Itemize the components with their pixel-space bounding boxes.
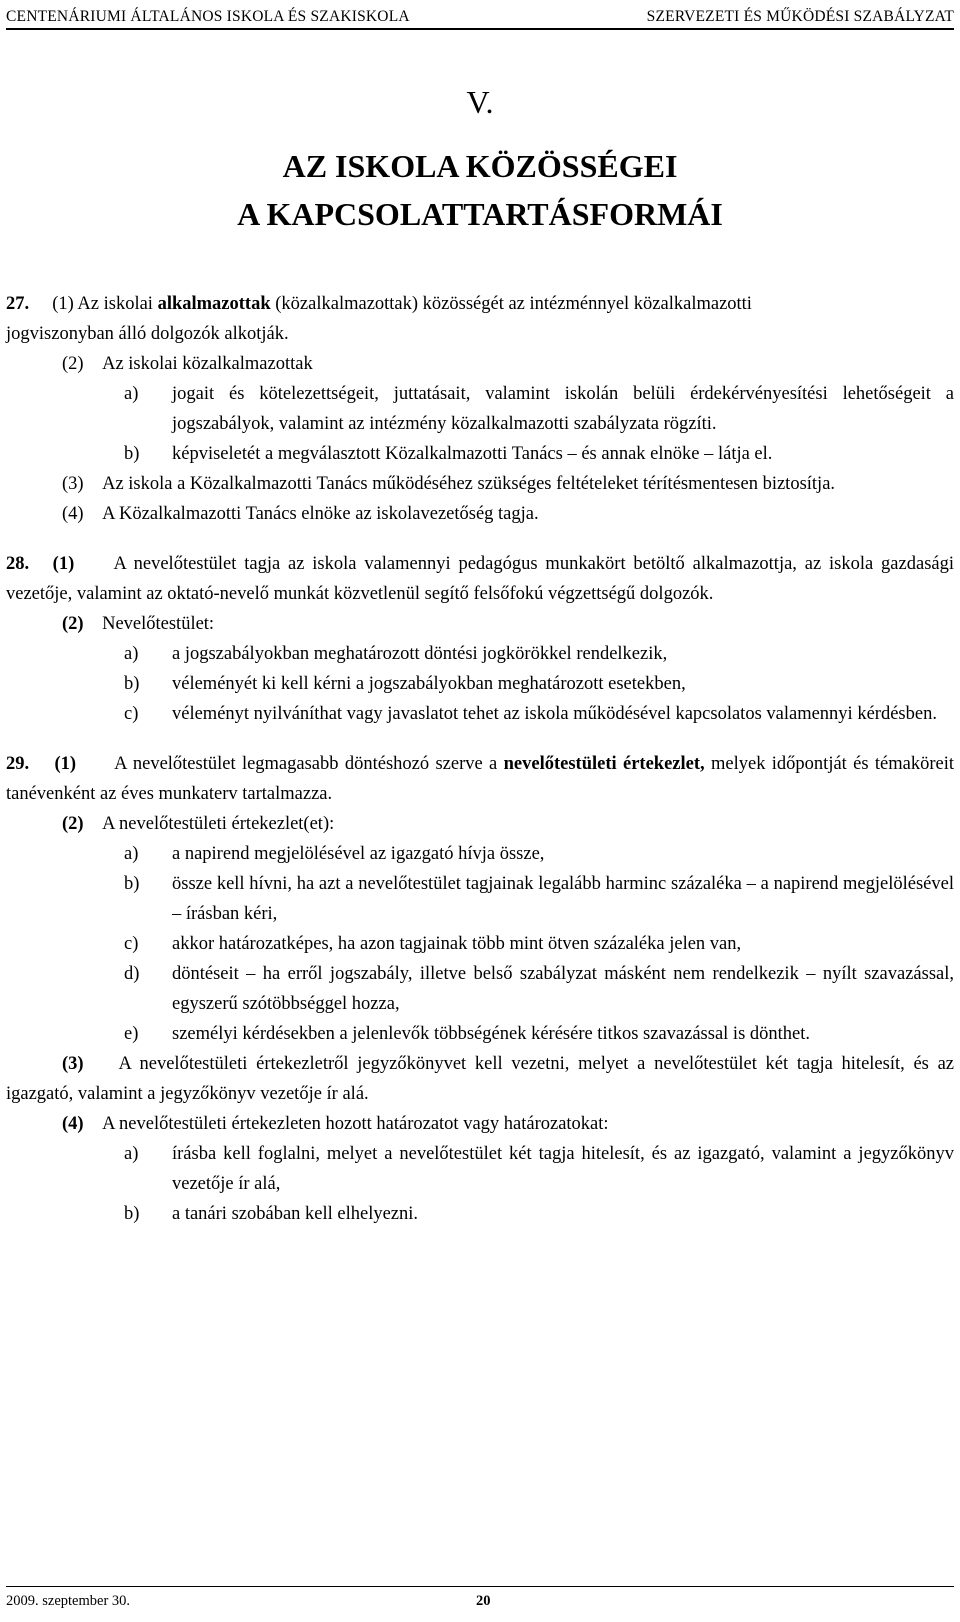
section-27-para-1-cont: jogviszonyban álló dolgozók alkotják. [6, 324, 289, 344]
section-27-para-3: (3) Az iskola a Közalkalmazotti Tanács működéséhez szükséges feltételeket térítésmentesen biztosítja. [62, 474, 836, 494]
section-28-para-2: (2) Nevelőtestület: [62, 614, 215, 634]
section-29-para-4: (4) A nevelőtestületi értekezleten hozott határozatot vagy határozatokat: [62, 1114, 609, 1134]
section-27-para-4: (4) A Közalkalmazotti Tanács elnöke az iskolavezetőség tagja. [62, 504, 539, 524]
section-29-para-1: 29. (1) A nevelőtestület legmagasabb döntéshozó szerve a nevelőtestületi értekezlet, melyek időpontját és témaköreit tanévenként az éves munkaterv tartalmazza. [6, 754, 955, 804]
chapter-number: V. [466, 84, 494, 120]
section-27-para-1: 27. (1) Az iskolai alkalmazottak (közalkalmazottak) közösségét az intézménnyel közalkalmazotti [6, 294, 752, 314]
list-item: b) össze kell hívni, ha azt a nevelőtestület tagjainak legalább harminc százaléka – a napirend megjelölésével – írásban kéri, [124, 874, 954, 924]
header-school-name: CENTENÁRIUMI ÁLTALÁNOS ISKOLA ÉS SZAKISKOLA [6, 8, 410, 25]
section-27-para-2: (2) Az iskolai közalkalmazottak [62, 354, 313, 374]
running-header [6, 4, 954, 30]
section-number: 27. [6, 294, 30, 314]
list-item: b) a tanári szobában kell elhelyezni. [124, 1204, 419, 1224]
footer-date: 2009. szeptember 30. [6, 1593, 131, 1609]
bold-term: nevelőtestületi értekezlet, [503, 754, 705, 774]
footer-rule [6, 1586, 954, 1587]
header-document-name: SZERVEZETI ÉS MŰKÖDÉSI SZABÁLYZAT [646, 8, 954, 25]
body-text [6, 289, 954, 1229]
page-number: 20 [476, 1593, 491, 1609]
list-item: a) írásba kell foglalni, melyet a nevelőtestület két tagja hitelesít, és az igazgató, valamint a jegyzőkönyv vezetője ír alá, [124, 1144, 954, 1194]
section-28-para-1: 28. (1) A nevelőtestület tagja az iskola valamennyi pedagógus munkakört betöltő alkalmazottja, az iskola gazdasági vezetője, valamint az oktató-nevelő munkát közvetlenül segítő felsőfokú végzettségű dolgozók. [6, 554, 954, 604]
list-item: d) döntéseit – ha erről jogszabály, illetve belső szabályzat másként nem rendelkezik – nyílt szavazással, egyszerű szótöbbséggel hozza, [124, 964, 954, 1014]
chapter-title-line1: AZ ISKOLA KÖZÖSSÉGEI [282, 148, 678, 184]
list-item: c) akkor határozatképes, ha azon tagjainak több mint ötven százaléka jelen van, [124, 934, 742, 954]
list-item: c) véleményt nyilváníthat vagy javaslatot tehet az iskola működésével kapcsolatos valamennyi kérdésben. [124, 704, 937, 724]
section-number: 28. [6, 554, 30, 574]
list-item: a) a napirend megjelölésével az igazgató hívja össze, [124, 844, 545, 864]
section-29-para-3: (3) A nevelőtestületi értekezletről jegyzőkönyvet kell vezetni, melyet a nevelőtestület két tagja hitelesít, és az igazgató, valamint a jegyzőkönyv vezetője ír alá. [6, 1054, 955, 1104]
page-footer [6, 1586, 954, 1616]
list-item: e) személyi kérdésekben a jelenlevők többségének kérésére titkos szavazással is dönthet. [124, 1024, 811, 1044]
chapter-title-line2: A KAPCSOLATTARTÁSFORMÁI [237, 196, 723, 232]
list-item: b) képviseletét a megválasztott Közalkalmazotti Tanács – és annak elnöke – látja el. [124, 444, 773, 464]
section-number: 29. [6, 754, 30, 774]
list-item: a) jogait és kötelezettségeit, juttatásait, valamint iskolán belüli érdekérvényesítési lehetőségeit a jogszabályok, valamint az intézmény közalkalmazotti szabályzata rögzíti. [124, 384, 954, 434]
header-rule [6, 28, 954, 30]
section-29-para-2: (2) A nevelőtestületi értekezlet(et): [62, 814, 335, 834]
list-item: b) véleményét ki kell kérni a jogszabályokban meghatározott esetekben, [124, 674, 686, 694]
list-item: a) a jogszabályokban meghatározott döntési jogkörökkel rendelkezik, [124, 644, 668, 664]
bold-term: alkalmazottak [157, 294, 271, 314]
